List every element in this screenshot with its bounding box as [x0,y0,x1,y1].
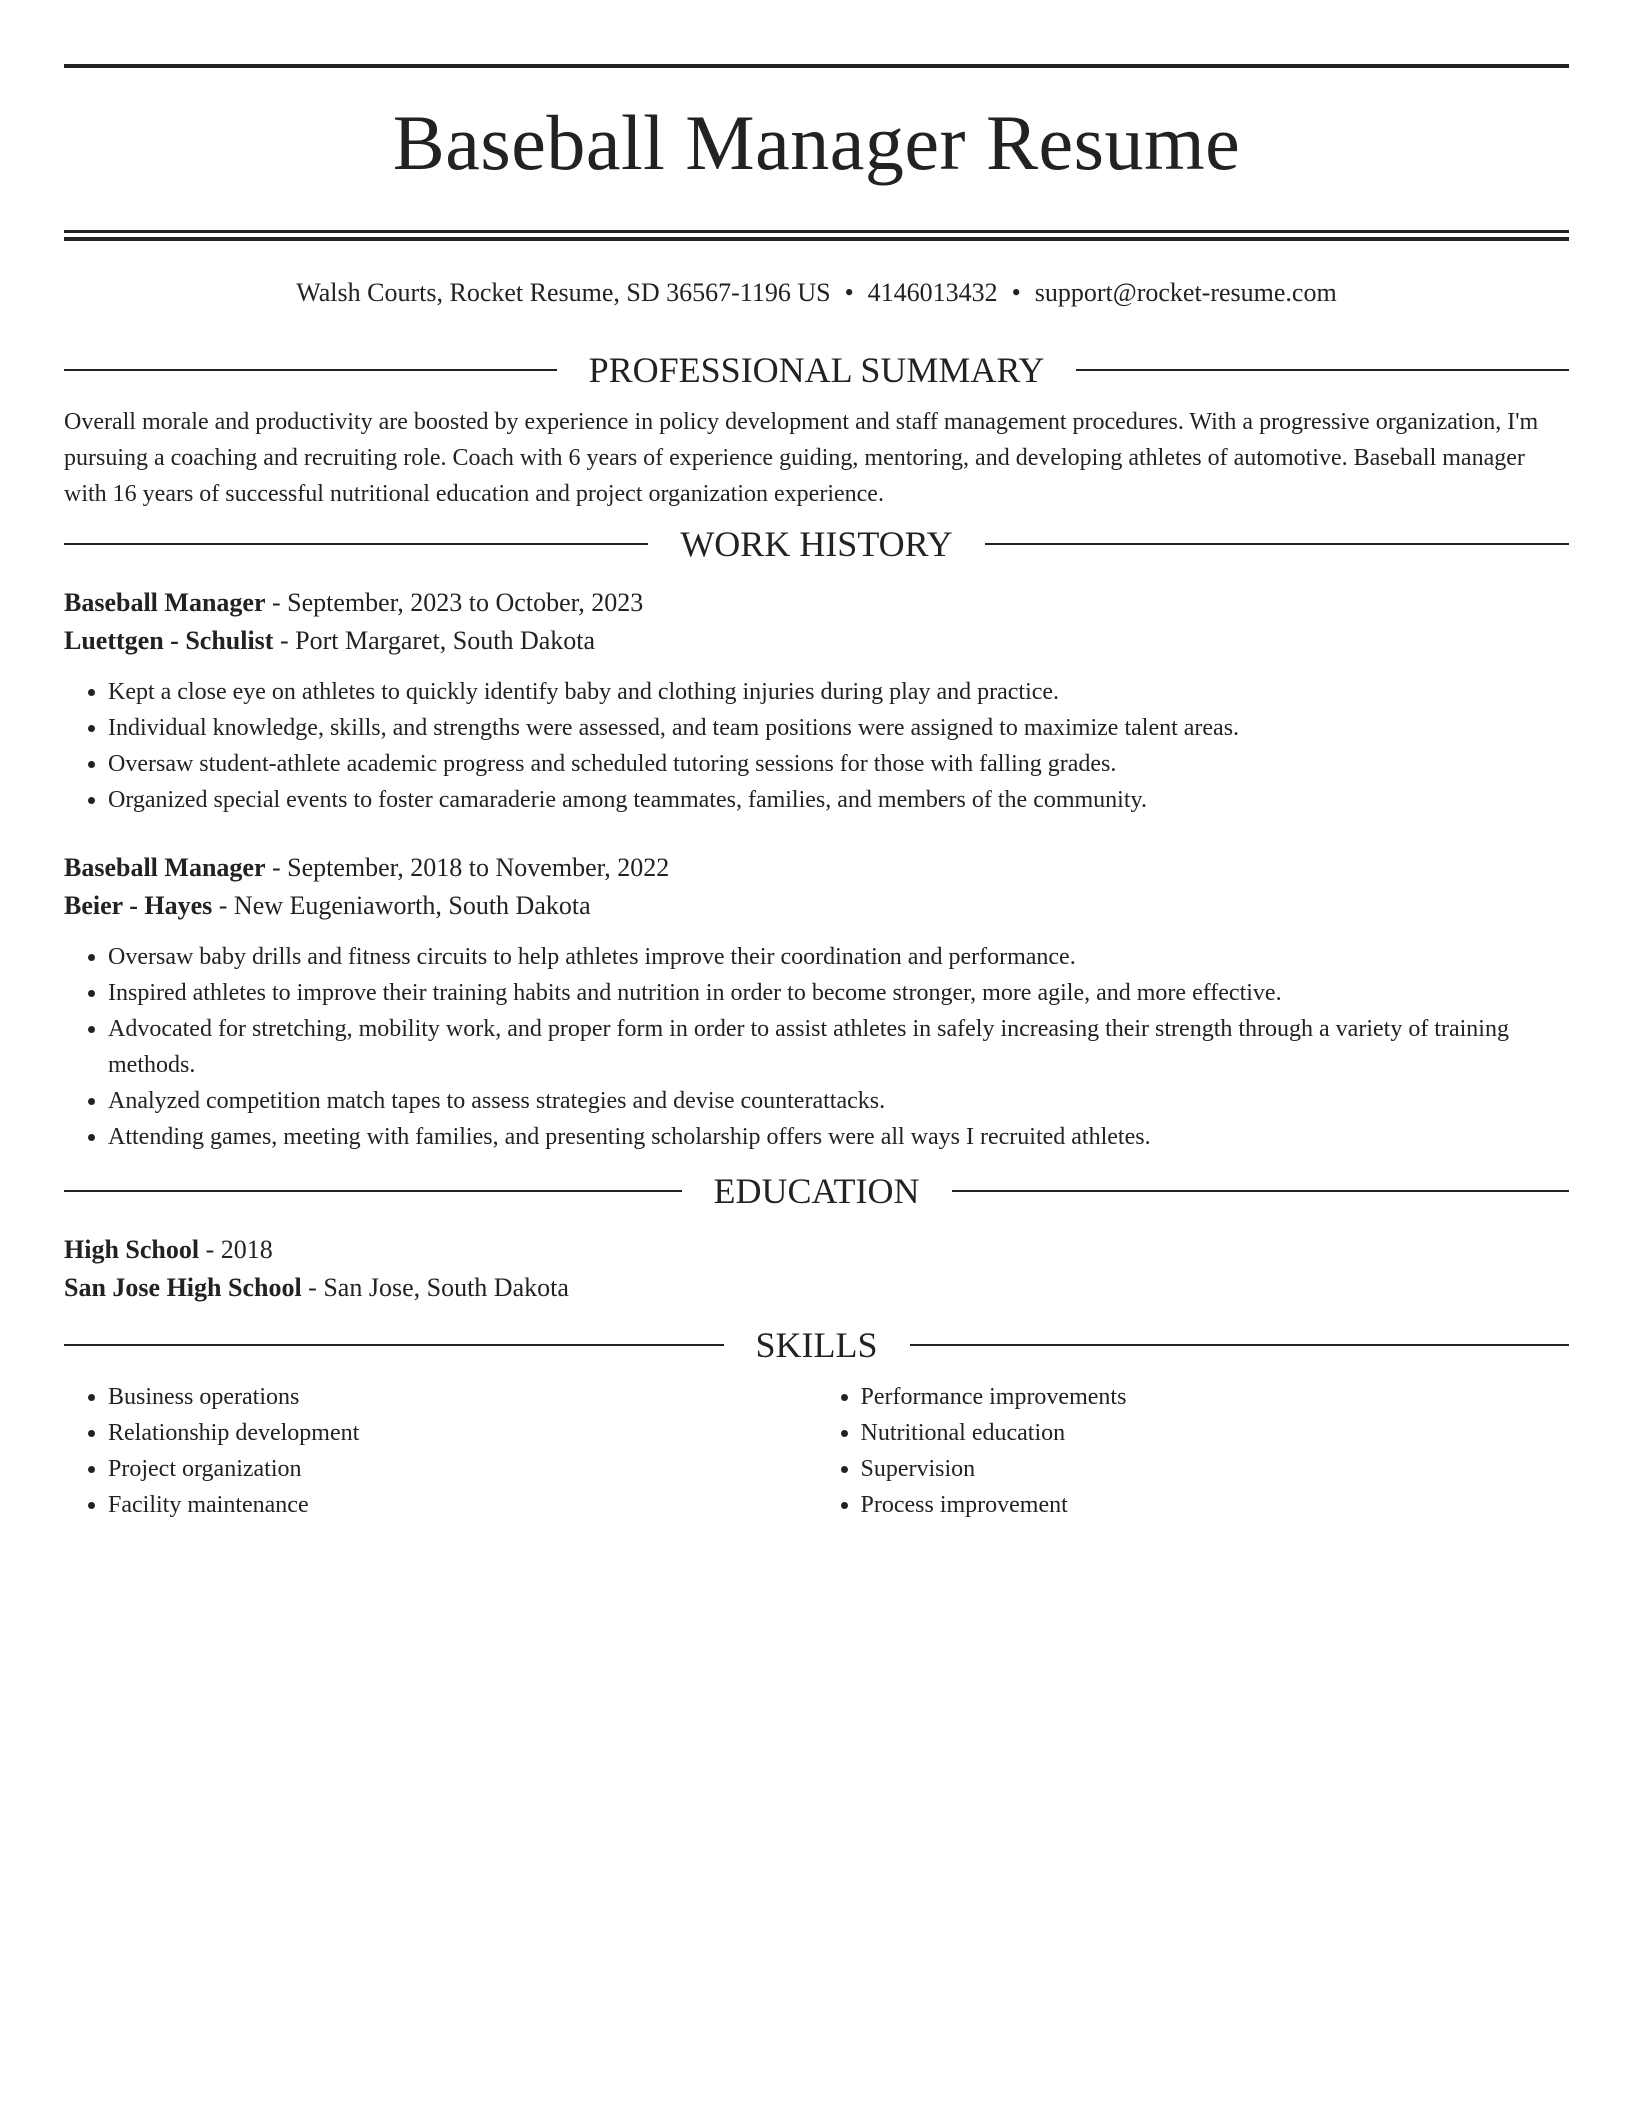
job-dates: - September, 2023 to October, 2023 [265,588,644,617]
education-entry [64,1231,1569,1307]
section-rule [64,543,648,545]
contact-line [64,277,1569,309]
skill-item: • Project organization [108,1451,817,1487]
job-duty: • Individual knowledge, skills, and strengths were assessed, and team positions were assigned to maximize talent areas. [108,710,1569,746]
job-title-line [64,849,1569,887]
job-duty: • Kept a close eye on athletes to quickly identify baby and clothing injuries during play and practice. [108,674,1569,710]
job-title: Baseball Manager [64,853,266,882]
skill-item: • Supervision [861,1451,1570,1487]
job-title-line [64,584,1569,622]
job-duty: • Oversaw student-athlete academic progress and scheduled tutoring sessions for those with falling grades. [108,746,1569,782]
contact-address: Walsh Courts, Rocket Resume, SD 36567-1196 US [296,278,831,307]
job-dates: - September, 2018 to November, 2022 [265,853,670,882]
skills-grid [64,1379,1569,1523]
contact-phone[interactable]: 4146013432 [867,278,998,307]
education-year: - 2018 [199,1235,273,1264]
contact-separator: • [844,278,854,307]
job-entry [64,584,1569,818]
section-title-summary: PROFESSIONAL SUMMARY [588,350,1045,390]
section-rule [985,543,1569,545]
section-title-skills: SKILLS [755,1325,878,1365]
job-location: - Port Margaret, South Dakota [273,626,596,655]
job-company-line [64,887,1569,925]
contact-email[interactable]: support@rocket-resume.com [1034,278,1337,307]
job-company-line [64,622,1569,660]
skill-item: • Relationship development [108,1415,817,1451]
education-school: San Jose High School [64,1273,302,1302]
job-entry [64,849,1569,1155]
section-rule [64,1190,682,1192]
skill-item: • Process improvement [861,1487,1570,1523]
top-rule [64,64,1569,68]
job-title: Baseball Manager [64,588,266,617]
skill-item: • Performance improvements [861,1379,1570,1415]
job-duty: • Attending games, meeting with families, and presenting scholarship offers were all ways I recruited athletes. [108,1119,1569,1155]
section-rule [910,1344,1570,1346]
skills-column-left [64,1379,817,1523]
skill-item: • Business operations [108,1379,817,1415]
education-school-line [64,1269,1569,1307]
education-degree: High School [64,1235,200,1264]
summary-text: Overall morale and productivity are boosted by experience in policy development and staff management procedures. With a progressive organization, I'm pursuing a coaching and recruiting role. Coach with 6 years of experience guiding, mentoring, and developing athletes of automotive. Baseball manager with 16 years of successful nutritional education and project organization experience. [64,409,1539,507]
section-title-education: EDUCATION [713,1171,920,1211]
job-company: Luettgen - Schulist [64,626,274,655]
skill-item: • Nutritional education [861,1415,1570,1451]
page-title: Baseball Manager Resume [392,99,1241,186]
section-rule [952,1190,1570,1192]
job-duties [64,939,1569,1155]
education-location: - San Jose, South Dakota [301,1273,569,1302]
job-duty: • Organized special events to foster camaraderie among teammates, families, and members of the community. [108,782,1569,818]
section-header-education [64,1171,1569,1211]
job-duty: • Analyzed competition match tapes to assess strategies and devise counterattacks. [108,1083,1569,1119]
job-location: - New Eugeniaworth, South Dakota [212,891,591,920]
job-duty: • Advocated for stretching, mobility work, and proper form in order to assist athletes in safely increasing their strength through a variety of training methods. [108,1011,1569,1083]
section-rule [64,1344,724,1346]
section-title-work: WORK HISTORY [680,524,953,564]
contact-separator: • [1011,278,1021,307]
job-company: Beier - Hayes [64,891,213,920]
job-duty: • Oversaw baby drills and fitness circuits to help athletes improve their coordination and performance. [108,939,1569,975]
section-header-skills [64,1325,1569,1365]
skills-column-right [817,1379,1570,1523]
skill-item: • Facility maintenance [108,1487,817,1523]
section-header-summary [64,350,1569,390]
job-duties [64,674,1569,818]
resume-page [64,64,1569,1523]
education-degree-line [64,1231,1569,1269]
section-header-work [64,524,1569,564]
section-rule [1076,369,1569,371]
section-rule [64,369,557,371]
job-duty: • Inspired athletes to improve their training habits and nutrition in order to become stronger, more agile, and more effective. [108,975,1569,1011]
title-double-rule [64,230,1569,241]
